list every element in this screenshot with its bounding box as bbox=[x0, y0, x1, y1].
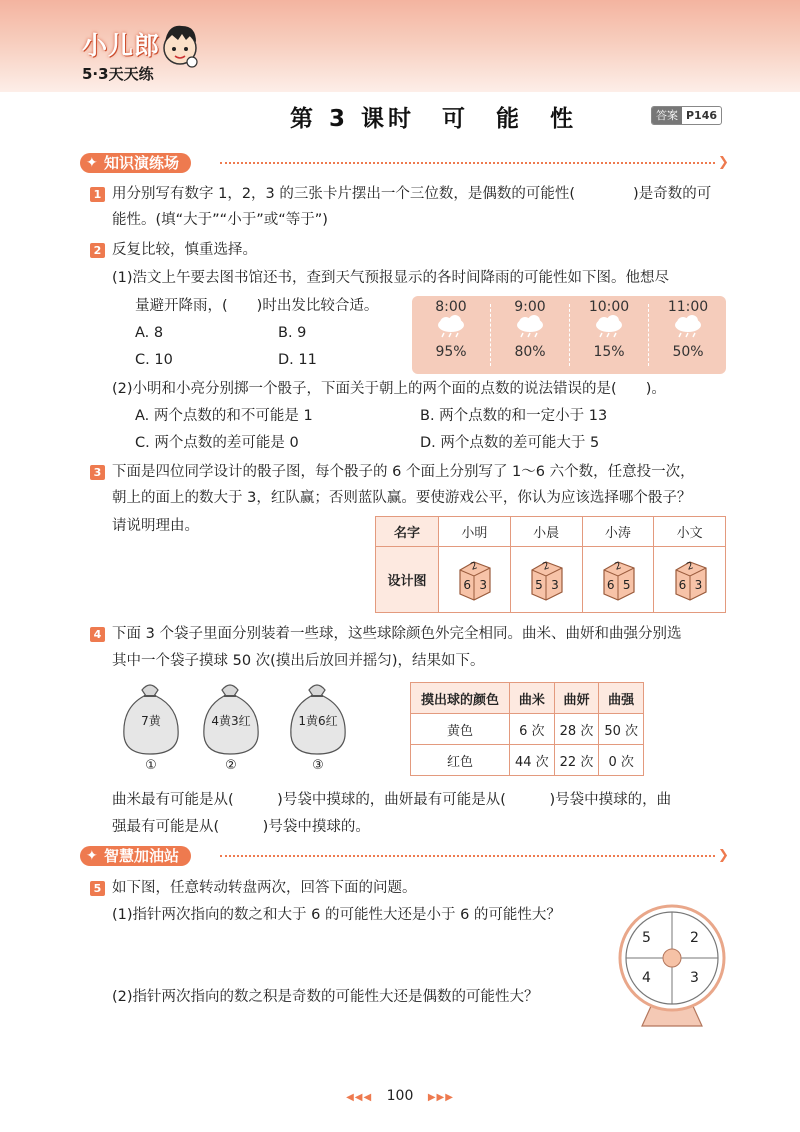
option-d: D. 两个点数的差可能大于 5 bbox=[420, 435, 600, 451]
previous-arrows-icon: ◀◀◀ bbox=[346, 1092, 373, 1103]
dice-right-number: 3 bbox=[551, 577, 559, 592]
q5-part2: (2)指针两次指向的数之积是奇数的可能性大还是偶数的可能性大？ bbox=[112, 989, 539, 1005]
bag-number: ③ bbox=[312, 758, 324, 773]
option-a: A. 8 bbox=[135, 325, 164, 341]
question-number: 2 bbox=[90, 243, 105, 258]
table-header: 摸出球的颜色 bbox=[411, 683, 510, 714]
option-d: D. 11 bbox=[278, 352, 317, 368]
spinner-diagram bbox=[612, 904, 732, 1028]
table-cell: 黄色 bbox=[411, 714, 510, 745]
section-divider bbox=[220, 855, 715, 857]
spinner-sector-label: 5 bbox=[642, 930, 651, 946]
q3-line2: 朝上的面上的数大于 3，红队赢；否则蓝队赢。要使游戏公平，你认为应该选择哪个骰子？ bbox=[112, 490, 692, 506]
option-c: C. 10 bbox=[135, 352, 173, 368]
student-name: 小涛 bbox=[582, 517, 654, 547]
bag-label: 1黄6红 bbox=[298, 714, 338, 728]
sparkle-icon: ✦ bbox=[86, 848, 98, 864]
bag-label: 7黄 bbox=[141, 714, 161, 728]
spinner-sector-label: 4 bbox=[642, 970, 651, 986]
table-row bbox=[411, 714, 644, 745]
section-header-practice bbox=[80, 153, 730, 173]
forecast-cell bbox=[412, 296, 490, 374]
spinner-icon bbox=[612, 904, 732, 1028]
forecast-percent: 50% bbox=[672, 344, 704, 360]
q2-intro: 反复比较，慎重选择。 bbox=[112, 242, 257, 258]
table-cell: 红色 bbox=[411, 745, 510, 776]
option-b: B. 两个点数的和一定小于 13 bbox=[420, 408, 608, 424]
table-cell: 44 次 bbox=[510, 745, 555, 776]
sparkle-icon: ✦ bbox=[86, 155, 98, 171]
spinner-sector-label: 2 bbox=[690, 930, 699, 946]
draw-results-table bbox=[410, 682, 644, 776]
dice-top-number: 2 bbox=[613, 559, 623, 573]
forecast-cell bbox=[491, 296, 569, 374]
mascot-icon bbox=[160, 18, 202, 80]
dice-drawing bbox=[452, 558, 496, 602]
section-header-challenge bbox=[80, 846, 730, 866]
table-cell: 6 次 bbox=[510, 714, 555, 745]
dice-right-number: 3 bbox=[479, 577, 488, 592]
question-number: 1 bbox=[90, 187, 105, 202]
forecast-percent: 80% bbox=[514, 344, 546, 360]
student-name: 小晨 bbox=[510, 517, 582, 547]
forecast-percent: 95% bbox=[435, 344, 467, 360]
q1-line2: 能性。(填“大于”“小于”或“等于”) bbox=[112, 212, 328, 228]
page-number: 100 bbox=[386, 1088, 414, 1104]
q4-line1: 下面 3 个袋子里面分别装着一些球，这些球除颜色外完全相同。曲米、曲妍和曲强分别选 bbox=[112, 626, 682, 642]
forecast-time: 10:00 bbox=[588, 299, 630, 315]
arrow-right-icon: ❯ bbox=[718, 155, 729, 170]
q2-part1-line2: 量避开降雨，( )时出发比较合适。 bbox=[135, 298, 379, 314]
table-cell: 0 次 bbox=[599, 745, 644, 776]
question-number: 4 bbox=[90, 627, 105, 642]
page-title: 第 3 课时 可 能 性 bbox=[290, 106, 578, 132]
table-header-name: 名字 bbox=[376, 517, 439, 547]
q5-part1: (1)指针两次指向的数之和大于 6 的可能性大还是小于 6 的可能性大？ bbox=[112, 907, 561, 923]
question-number: 5 bbox=[90, 881, 105, 896]
brand-logo: 小儿郎 bbox=[82, 31, 161, 60]
student-name: 小文 bbox=[654, 517, 726, 547]
answer-reference bbox=[651, 106, 722, 125]
table-header: 曲妍 bbox=[554, 683, 599, 714]
answer-page: P146 bbox=[686, 109, 718, 122]
option-c: C. 两个点数的差可能是 0 bbox=[135, 435, 299, 451]
q3-line1: 下面是四位同学设计的骰子图，每个骰子的 6 个面上分别写了 1～6 六个数，任意投一次， bbox=[112, 464, 695, 480]
q4-answer-line2: 强最有可能是从( )号袋中摸球的。 bbox=[112, 819, 370, 835]
student-name: 小明 bbox=[439, 517, 511, 547]
dice-cell bbox=[510, 547, 582, 613]
q1-line1: 用分别写有数字 1，2，3 的三张卡片摆出一个三位数，是偶数的可能性( )是奇数的可 bbox=[112, 186, 712, 202]
dice-left-number: 5 bbox=[535, 577, 543, 592]
option-b: B. 9 bbox=[278, 325, 307, 341]
dice-left-number: 6 bbox=[678, 577, 687, 592]
option-a: A. 两个点数的和不可能是 1 bbox=[135, 408, 313, 424]
dice-drawing bbox=[668, 558, 712, 602]
rain-cloud-icon bbox=[513, 315, 547, 339]
section-title: 智慧加油站 bbox=[104, 847, 180, 865]
dice-drawing bbox=[524, 558, 568, 602]
dice-cell bbox=[582, 547, 654, 613]
table-header: 曲强 bbox=[599, 683, 644, 714]
section-divider bbox=[220, 162, 715, 164]
forecast-time: 9:00 bbox=[514, 299, 546, 315]
question-number: 3 bbox=[90, 465, 105, 480]
bag-label: 4黄3红 bbox=[211, 714, 251, 728]
q5-intro: 如下图，任意转动转盘两次，回答下面的问题。 bbox=[112, 880, 417, 896]
dice-drawing bbox=[596, 558, 640, 602]
arrow-right-icon: ❯ bbox=[718, 848, 729, 863]
q4-line2: 其中一个袋子摸球 50 次(摸出后放回并摇匀)，结果如下。 bbox=[112, 653, 485, 669]
forecast-time: 11:00 bbox=[667, 299, 709, 315]
dice-cell bbox=[439, 547, 511, 613]
table-header-design: 设计图 bbox=[376, 547, 439, 613]
q2-part2-line: (2)小明和小亮分别掷一个骰子，下面关于朝上的两个面的点数的说法错误的是( )。 bbox=[112, 381, 666, 397]
answer-label: 答案 bbox=[652, 107, 682, 124]
forecast-percent: 15% bbox=[593, 344, 625, 360]
ball-bag bbox=[287, 678, 347, 776]
q2-part1-line1: (1)浩文上午要去图书馆还书，查到天气预报显示的各时间降雨的可能性如下图。他想尽 bbox=[112, 270, 670, 286]
dice-left-number: 6 bbox=[606, 577, 615, 592]
q4-answer-line1: 曲米最有可能是从( )号袋中摸球的，曲妍最有可能是从( )号袋中摸球的，曲 bbox=[112, 792, 672, 808]
table-cell: 28 次 bbox=[554, 714, 599, 745]
ball-bag bbox=[200, 678, 260, 776]
bag-number: ① bbox=[145, 758, 157, 773]
dice-right-number: 5 bbox=[622, 577, 631, 592]
section-title: 知识演练场 bbox=[104, 154, 180, 172]
forecast-cell bbox=[570, 296, 648, 374]
dice-right-number: 3 bbox=[694, 577, 703, 592]
table-row bbox=[411, 745, 644, 776]
dice-top-number: 2 bbox=[684, 559, 695, 573]
table-header: 曲米 bbox=[510, 683, 555, 714]
q3-line3: 请说明理由。 bbox=[112, 518, 199, 534]
next-arrows-icon: ▶▶▶ bbox=[427, 1092, 454, 1103]
page-footer bbox=[0, 1088, 800, 1104]
dice-left-number: 6 bbox=[463, 577, 472, 592]
rain-cloud-icon bbox=[434, 315, 468, 339]
rain-cloud-icon bbox=[671, 315, 705, 339]
spinner-sector-label: 3 bbox=[690, 970, 699, 986]
brand-subtitle: 5·3天天练 bbox=[82, 65, 154, 83]
forecast-cell bbox=[649, 296, 727, 374]
dice-top-number: 2 bbox=[469, 559, 480, 573]
bag-number: ② bbox=[225, 758, 237, 773]
table-cell: 22 次 bbox=[554, 745, 599, 776]
dice-cell bbox=[654, 547, 726, 613]
table-cell: 50 次 bbox=[599, 714, 644, 745]
rain-cloud-icon bbox=[592, 315, 626, 339]
dice-design-table bbox=[375, 516, 726, 613]
ball-bag bbox=[120, 678, 180, 776]
forecast-time: 8:00 bbox=[435, 299, 467, 315]
dice-top-number: 2 bbox=[541, 559, 552, 573]
weather-forecast bbox=[412, 296, 726, 374]
